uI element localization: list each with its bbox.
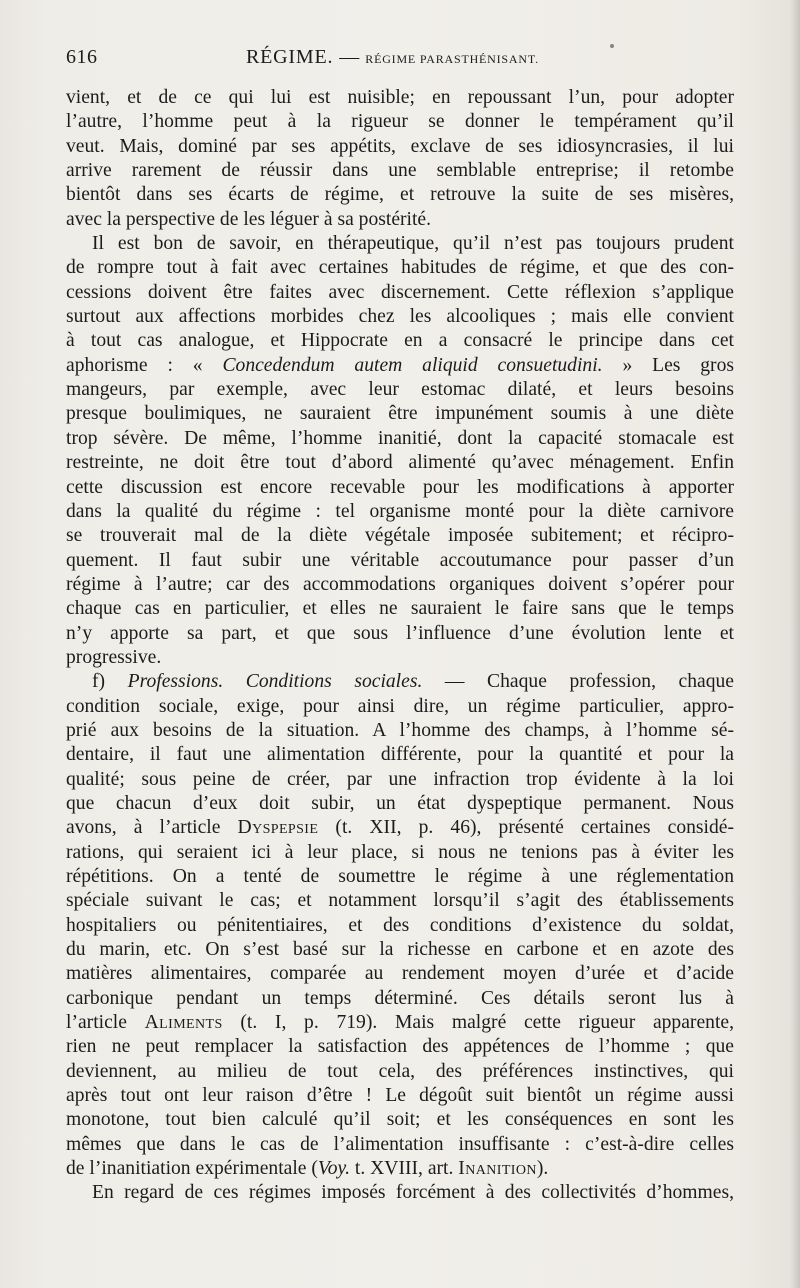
text-line-inanition	[66, 1157, 734, 1181]
text-line: chaque cas en particulier, et elles ne sauraient le faire sans que le temps	[66, 598, 734, 620]
text-line: après tout ont leur raison d’être ! Le dégoût suit bientôt un régime aussi	[66, 1085, 734, 1107]
text-line: carbonique pendant un temps déterminé. Ces détails seront lus à	[66, 987, 734, 1009]
inanition-lead: de l’inanitiation expérimentale (	[66, 1158, 318, 1180]
text-line: avec la perspective de les léguer à sa postérité.	[66, 208, 432, 230]
running-header	[66, 46, 734, 76]
running-title-subtitle: RÉGIME PARASTHÉNISANT.	[365, 52, 539, 66]
text-line: matières alimentaires, comparée au rendement moyen d’urée et d’acide	[66, 963, 734, 985]
voy-abbreviation: Voy.	[317, 1158, 351, 1180]
dyspepsie-tail: (t. XII, p. 46), présenté certaines considé-	[318, 817, 734, 839]
latin-quote: Concedendum autem aliquid consuetudini.	[222, 354, 603, 376]
text-line: vient, et de ce qui lui est nuisible; en repoussant l’un, pour adopter	[66, 87, 734, 108]
text-line-dyspepsie	[66, 816, 734, 840]
running-title-main: RÉGIME.	[246, 46, 334, 68]
text-line: quement. Il faut subir une véritable accoutumance pour passer d’un	[66, 549, 734, 571]
text-line: arrive rarement de réussir dans une semblable entreprise; il retombe	[66, 160, 734, 182]
aliments-lead: l’article	[66, 1012, 145, 1034]
page-edge-shadow	[790, 0, 800, 1288]
text-line: mêmes que dans le cas de l’alimentation insuffisante : c’est-à-dire celles	[66, 1133, 734, 1155]
text-line: rien ne peut remplacer la satisfaction des appétences de l’homme ; que	[66, 1036, 734, 1058]
text-line: à tout cas analogue, et Hippocrate en a consacré le principe dans cet	[66, 330, 734, 352]
text-line: dentaire, il faut une alimentation différente, pour la quantité et pour la	[66, 744, 734, 766]
text-line-final: En regard de ces régimes imposés forcément à des collectivités d’hommes,	[92, 1182, 734, 1204]
text-line: dans la qualité du régime : tel organisme monté pour la diète carnivore	[66, 500, 734, 522]
cross-reference-dyspepsie: Dyspepsie	[237, 817, 319, 839]
text-line-professions	[66, 670, 734, 694]
text-line: prié aux besoins de la situation. A l’homme des champs, à l’homme sé-	[66, 719, 734, 741]
text-line: hospitaliers ou pénitentiaires, et des conditions d’existence du soldat,	[66, 914, 734, 936]
text-line: Il est bon de savoir, en thérapeutique, qu’il n’est pas toujours prudent	[92, 233, 734, 255]
text-line: rations, qui seraient ici à leur place, si nous ne tenions pas à éviter les	[66, 841, 734, 863]
text-line-aliments	[66, 1011, 734, 1035]
running-title	[246, 46, 539, 69]
text-line: répétitions. On a tenté de soumettre le régime à une réglementation	[66, 866, 734, 887]
running-title-separator: —	[339, 46, 360, 68]
text-line: condition sociale, exige, pour ainsi dire, un régime particulier, appro-	[66, 695, 734, 717]
text-line: surtout aux affections morbides chez les alcooliques ; mais elle convient	[66, 306, 734, 328]
text-line: que chacun d’eux doit subir, un état dyspeptique permanent. Nous	[66, 792, 734, 814]
text-line: bientôt dans ses écarts de régime, et retrouve la suite de ses misères,	[66, 184, 734, 206]
body-text	[66, 86, 734, 1206]
text-line: cette discussion est encore recevable pour les modifications à apporter	[66, 476, 734, 498]
section-heading: Professions. Conditions sociales.	[127, 671, 423, 693]
text-line: cessions doivent être faites avec discernement. Cette réflexion s’applique	[66, 281, 734, 303]
section-heading-tail: — Chaque profession, chaque	[422, 671, 734, 693]
text-line: régime à l’autre; car des accommodations organiques doivent s’opérer pour	[66, 573, 734, 595]
text-line: veut. Mais, dominé par ses appétits, exclave de ses idiosyncrasies, il lui	[66, 135, 734, 157]
text-line-aphorism	[66, 354, 734, 378]
text-line: restreinte, ne doit être tout d’abord alimenté qu’avec ménagement. Enfin	[66, 452, 734, 474]
cross-reference-aliments: Aliments	[144, 1012, 223, 1034]
text-line: de rompre tout à fait avec certaines habitudes de régime, et que des con-	[66, 257, 734, 279]
text-line: du marin, etc. On s’est basé sur la richesse en carbone et en azote des	[66, 939, 734, 961]
text-line: progressive.	[66, 646, 162, 668]
inanition-middle: t. XVIII, art.	[350, 1158, 459, 1180]
inanition-tail: ).	[536, 1158, 549, 1180]
text-line: n’y apporte sa part, et que sous l’influence d’une évolution lente et	[66, 622, 734, 644]
text-line: qualité; sous peine de créer, par une infraction trop évidente à la loi	[66, 768, 734, 790]
text-line: mangeurs, par exemple, avec leur estomac dilaté, et leurs besoins	[66, 379, 734, 401]
text-line: presque boulimiques, ne sauraient être impunément soumis à une diète	[66, 403, 734, 425]
dyspepsie-lead: avons, à l’article	[66, 817, 238, 839]
aphorism-tail: » Les gros	[602, 354, 734, 376]
aphorism-lead: aphorisme : «	[66, 354, 223, 376]
text-line: spéciale suivant le cas; et notamment lorsqu’il s’agit des établissements	[66, 890, 734, 912]
cross-reference-inanition: Inanition	[458, 1158, 537, 1180]
aliments-tail: (t. I, p. 719). Mais malgré cette rigueur apparente,	[222, 1012, 734, 1034]
page-number: 616	[66, 46, 98, 68]
text-line: l’autre, l’homme peut à la rigueur se donner le tempérament qu’il	[66, 111, 734, 133]
text-line: se trouverait mal de la diète végétale imposée subitement; et récipro-	[66, 525, 734, 547]
text-line: trop sévère. De même, l’homme inanitié, dont la capacité stomacale est	[66, 427, 734, 449]
text-line: deviennent, au milieu de tout cela, des préférences instinctives, qui	[66, 1060, 734, 1082]
text-line: monotone, tout bien calculé qu’il soit; et les conséquences en sont les	[66, 1109, 734, 1131]
section-letter: f)	[92, 671, 128, 693]
